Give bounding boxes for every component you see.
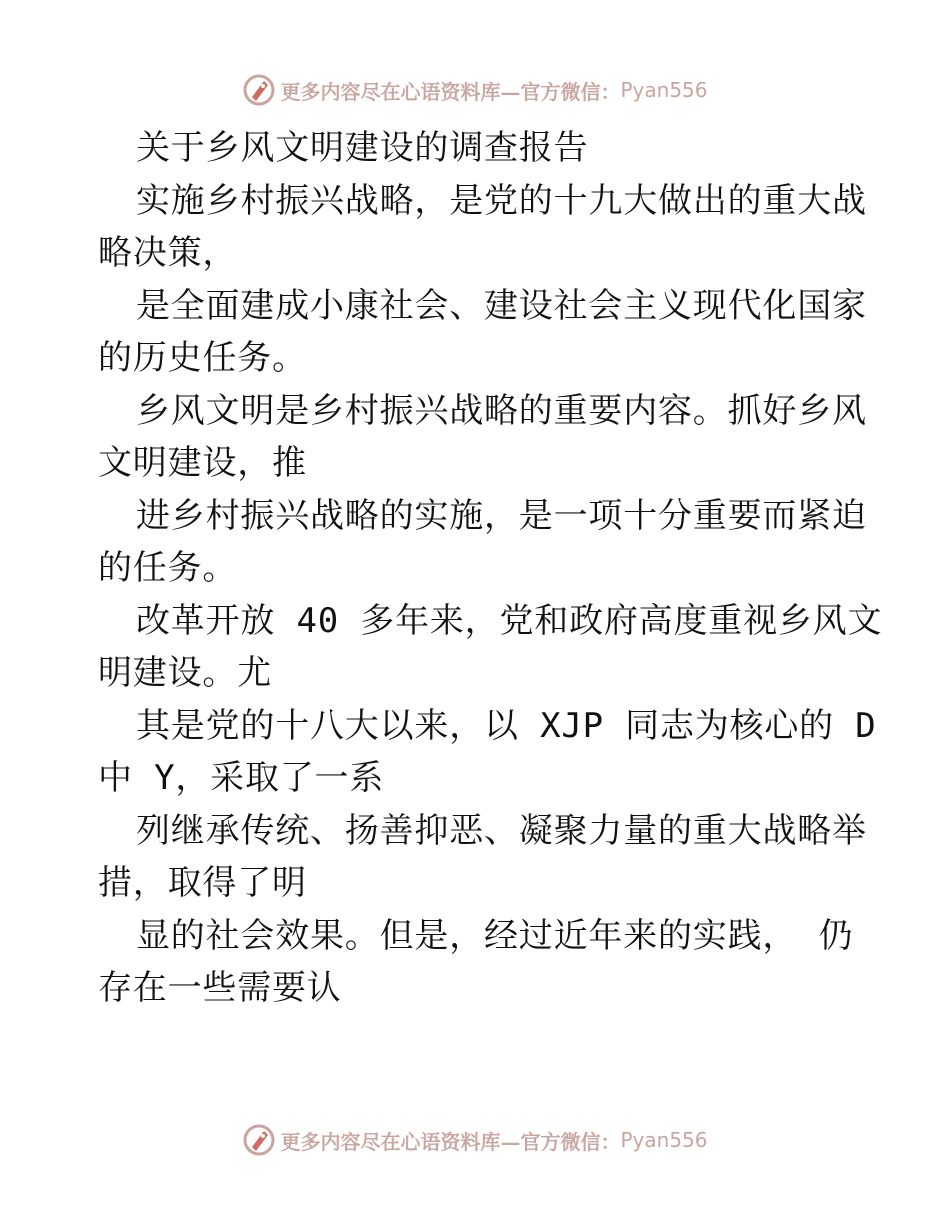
- document-line: 乡风文明是乡村振兴战略的重要内容。抓好乡风: [136, 390, 867, 431]
- document-line: 显的社会效果。但是，经过近年来的实践， 仍: [136, 915, 854, 956]
- pen-nib-logo-icon: [242, 73, 276, 107]
- document-line: 进乡村振兴战略的实施，是一项十分重要而紧迫: [136, 495, 867, 536]
- banner-text: 更多内容尽在心语资料库—官方微信：: [280, 79, 621, 104]
- document-line: 其是党的十八大以来，以 XJP 同志为核心的 D: [136, 705, 877, 746]
- document-line: 实施乡村振兴战略，是党的十九大做出的重大战: [136, 180, 867, 221]
- document-line: 的任务。: [98, 548, 238, 588]
- document-line: 文明建设，推: [98, 443, 307, 483]
- document-line: 存在一些需要认: [98, 968, 342, 1008]
- document-line: 略决策，: [98, 233, 238, 273]
- document-line: 明建设。尤: [98, 653, 272, 693]
- pen-nib-logo-icon: [242, 1123, 276, 1157]
- document-line: 关于乡风文明建设的调查报告: [136, 128, 589, 168]
- document-line: 是全面建成小康社会、建设社会主义现代化国家: [136, 285, 867, 326]
- document-line: 的历史任务。: [98, 338, 307, 378]
- document-line: 中 Y，采取了一系: [98, 758, 385, 798]
- document-body: [98, 122, 883, 1015]
- footer-watermark-banner: [0, 1120, 950, 1160]
- wechat-id: Pyan556: [620, 1128, 708, 1152]
- document-line: 措，取得了明: [98, 863, 307, 903]
- header-watermark-banner: [0, 70, 950, 110]
- wechat-id: Pyan556: [620, 78, 708, 102]
- document-line: 改革开放 40 多年来，党和政府高度重视乡风文: [136, 600, 883, 641]
- document-line: 列继承传统、扬善抑恶、凝聚力量的重大战略举: [136, 810, 867, 851]
- banner-text: 更多内容尽在心语资料库—官方微信：: [280, 1129, 621, 1154]
